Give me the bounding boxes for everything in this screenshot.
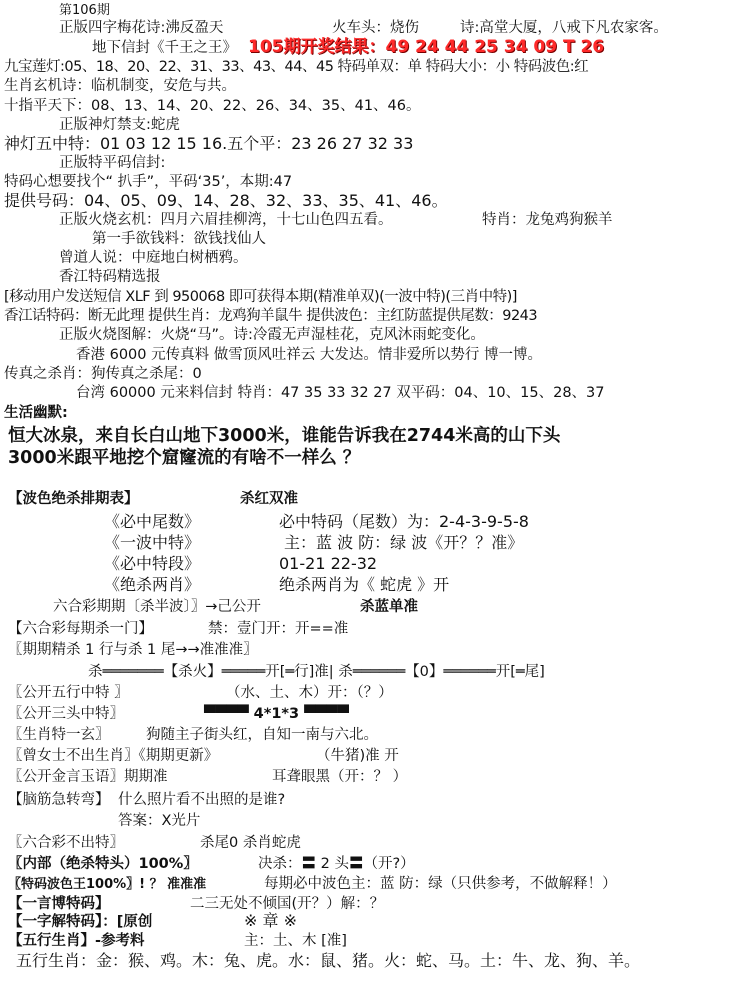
kill-fire-row: 杀═══════【杀火】═════开[═行]准| 杀══════【0】══════开[═尾] <box>88 664 545 680</box>
provide-line: 提供号码：04、05、09、14、28、32、33、35、41、46。 <box>4 191 448 210</box>
inner-value: 决杀：〓 2 头〓（开?） <box>258 856 415 872</box>
kill-one-door: 【六合彩每期杀一门】 <box>8 621 153 637</box>
wave-king-value: 每期必中波色主：蓝 防：绿（只供参考，不做解释！） <box>264 876 617 892</box>
precise-line: 〖期期精杀 1 行与杀 1 尾→→准准准〗 <box>8 642 258 658</box>
hk-select-line: 香江特码精选报 <box>59 269 161 285</box>
golden-label: 〖公开金言玉语〗期期准 <box>8 769 168 785</box>
zodiac-one-label: 〖生肖特一玄〗 <box>8 727 110 743</box>
kill-red: 杀红双准 <box>240 491 298 507</box>
heart-line: 特码心想要找个“ 扒手”，平码‘35’，本期:47 <box>4 174 293 190</box>
inner-label: 〖内部（绝杀特头）100%〗 <box>8 856 198 872</box>
one-wave-value: 主：蓝 波 防：绿 波《开？？准》 <box>284 533 524 552</box>
one-word-label: 【一言博特码】 <box>8 896 110 912</box>
poem-line: 诗:高堂大厦，八戒下凡农家客。 <box>460 20 668 36</box>
five-zodiac-list: 五行生肖：金：猴、鸡。木：兔、虎。水：鼠、猪。火：蛇、马。土：牛、龙、狗、羊。 <box>16 951 641 970</box>
ten-finger-line: 十指平天下：08、13、14、20、22、26、34、35、41、46。 <box>4 98 421 114</box>
nine-lamp-line: 九宝莲灯:05、18、20、22、31、33、43、44、45 特码单双：单 特码大小：小 特码波色:红 <box>4 59 589 75</box>
forbidden-line: 正版神灯禁支:蛇虎 <box>59 117 180 133</box>
joke-line-1: 恒大冰泉，来自长白山地下3000米，谁能告诉我在2744米高的山下头 <box>8 426 561 446</box>
forbidden-door: 禁：壹门开：开==准 <box>208 621 349 637</box>
wave-king-label: 〖特码波色王100%〗! ？ 准准准 <box>8 877 207 892</box>
three-tail-value: ▀▀▀▀ 4*1*3 ▀▀▀▀ <box>204 706 349 722</box>
brain-answer: 答案：X光片 <box>118 813 201 829</box>
lhc-half-line: 六合彩期期〔杀半波〕〗→己公开 <box>53 599 261 615</box>
one-char-value: ※ 章 ※ <box>244 911 297 930</box>
wave-table-title: 【波色绝杀排期表】 <box>8 491 139 507</box>
must-tail-label: 《必中尾数》 <box>104 512 201 531</box>
special-zodiac: 特肖：龙兔鸡狗猴羊 <box>482 212 613 228</box>
zodiac-one-value: 狗随主子街头红，自知一南与六北。 <box>146 727 378 743</box>
lady-label: 〖曾女士不出生肖〗《期期更新》 <box>8 748 219 764</box>
brain-question: 什么照片看不出照的是谁? <box>118 792 286 808</box>
someone-said-line: 曾道人说：中庭地白树栖鸦。 <box>59 250 248 266</box>
one-word-value: 二三无处不倾国(开？）解：？ <box>190 896 385 912</box>
must-tail-value: 必中特码（尾数）为：2-4-3-9-5-8 <box>279 512 529 531</box>
fire-mystery-line: 正版火烧玄机：四月六眉挂柳湾，十七山色四五看。 <box>59 212 393 228</box>
three-tail-label: 〖公开三头中特〗 <box>8 706 124 722</box>
fax-kill-line: 传真之杀肖：狗传真之杀尾：0 <box>4 366 202 382</box>
hk-6000-line: 香港 6000 元传真料 做雪顶风吐祥云 大发达。情非爱所以势行 博一博。 <box>76 347 542 363</box>
first-hand-line: 第一手欲钱料：欲钱找仙人 <box>92 231 266 247</box>
five-zodiac-label: 【五行生肖】-参考料 <box>8 933 145 949</box>
kill-two-value: 绝杀两肖为《 蛇虎 》开 <box>279 575 450 594</box>
one-char-label: 【一字解特码】：[原创 <box>8 914 153 930</box>
must-segment-label: 《必中特段》 <box>104 554 201 573</box>
poem-title: 正版四字梅花诗:沸反盈天 <box>59 20 224 36</box>
joke-line-2: 3000米跟平地挖个窟窿流的有啥不一样么 ？ <box>8 448 361 468</box>
one-wave-label: 《一波中特》 <box>104 533 201 552</box>
five-zodiac-value: 主：土、木 [准] <box>244 933 347 949</box>
five-elem-label: 〖公开五行中特 〗 <box>8 685 129 701</box>
must-segment-value: 01-21 22-32 <box>279 554 378 573</box>
issue-number: 第106期 <box>59 3 110 18</box>
kill-two-label: 《绝杀两肖》 <box>104 575 201 594</box>
brain-label: 【脑筋急转弯】 <box>8 792 110 808</box>
flat-envelope-line: 正版特平码信封: <box>59 155 166 171</box>
train-head: 火车头：烧伤 <box>332 20 419 36</box>
sms-line: [移动用户发送短信 XLF 到 950068 即可获得本期(精准单双)(一波中特)(三肖中特)] <box>4 289 517 305</box>
humor-title: 生活幽默: <box>4 405 68 421</box>
kill-blue: 杀蓝单准 <box>360 599 418 615</box>
god-lamp-line: 神灯五中特：01 03 12 15 16.五个平：23 26 27 32 33 <box>4 134 414 153</box>
lady-value: （牛猪)准 开 <box>316 748 399 764</box>
fire-picture-line: 正版火烧图解：火烧“马”。诗:冷霞无声湿桂花，克风沐雨蛇变化。 <box>59 327 485 343</box>
not-out-label: 〖六合彩不出特〗 <box>8 835 124 851</box>
five-elem-value: （水、土、木）开：（？） <box>226 685 393 701</box>
underground-label: 地下信封《千王之王》 <box>92 40 237 56</box>
lottery-result: 105期开奖结果：49 24 44 25 34 09 T 26 <box>248 37 605 57</box>
tw-60000-line: 台湾 60000 元来料信封 特肖：47 35 33 32 27 双平码：04、10、15、28、37 <box>76 385 605 401</box>
golden-value: 耳聋眼黑（开：？ ） <box>272 769 408 785</box>
hk-words-line: 香江话特码：断无此理 提供生肖：龙鸡狗羊鼠牛 提供波色：主红防蓝提供尾数：9243 <box>4 308 538 324</box>
zodiac-machine-line: 生肖玄机诗：临机制变，安危与共。 <box>4 78 236 94</box>
not-out-value: 杀尾0 杀肖蛇虎 <box>200 835 301 851</box>
